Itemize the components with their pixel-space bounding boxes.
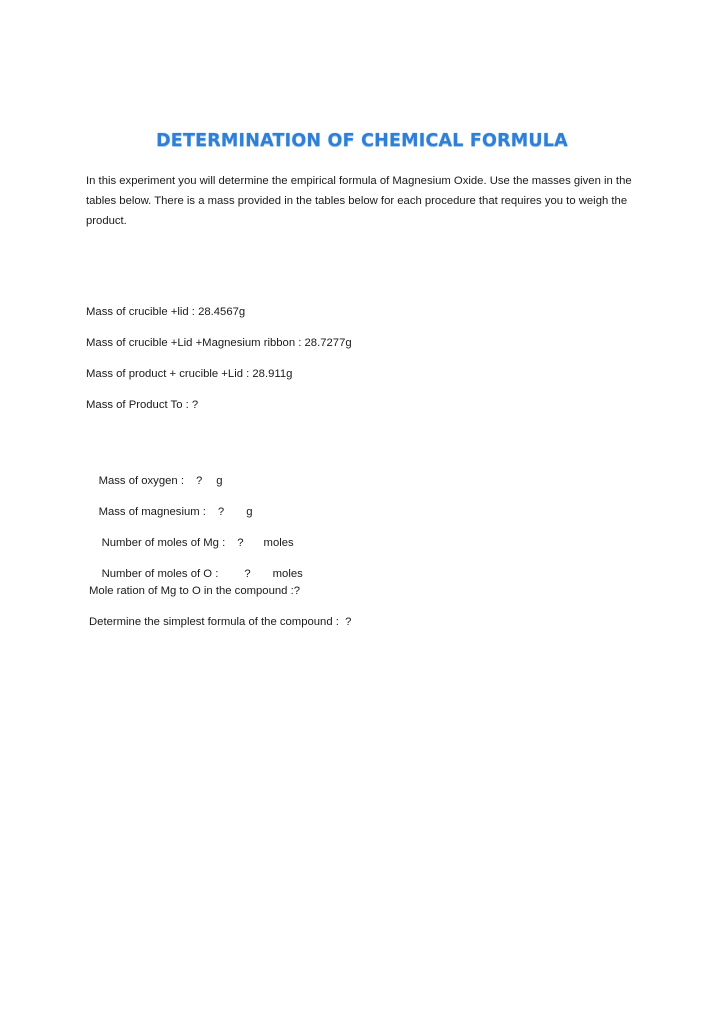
question-mole-ratio: Mole ration of Mg to O in the compound :?	[89, 585, 300, 597]
moles-o-label: Number of moles of O :	[101, 568, 219, 580]
magnesium-value: ?	[217, 506, 225, 518]
mass-product-total: Mass of Product To : ?	[86, 399, 199, 411]
mass-product-crucible-lid: Mass of product + crucible +Lid : 28.911g	[86, 368, 293, 380]
intro-paragraph: In this experiment you will determine the empirical formula of Magnesium Oxide. Use the masses given in the tables below. There is a mass provided in the tables below for each procedure that requires you to weigh the product.	[86, 175, 632, 227]
moles-o-value: ?	[244, 568, 251, 580]
moles-mg-value: ?	[237, 537, 244, 549]
mass-crucible-lid: Mass of crucible +lid : 28.4567g	[86, 306, 246, 318]
mass-crucible-lid-ribbon: Mass of crucible +Lid +Magnesium ribbon : 28.7277g	[86, 337, 352, 349]
magnesium-label: Mass of magnesium :	[98, 506, 206, 518]
oxygen-unit: g	[216, 475, 223, 487]
moles-mg-unit: moles	[263, 537, 294, 549]
oxygen-value: ?	[195, 475, 203, 487]
moles-o-unit: moles	[272, 568, 303, 580]
page-title: DETERMINATION OF CHEMICAL FORMULA	[156, 131, 568, 151]
oxygen-label: Mass of oxygen :	[98, 475, 184, 487]
magnesium-unit: g	[246, 506, 253, 518]
question-simplest-formula: Determine the simplest formula of the compound : ?	[89, 616, 352, 628]
moles-mg-label: Number of moles of Mg :	[101, 537, 226, 549]
